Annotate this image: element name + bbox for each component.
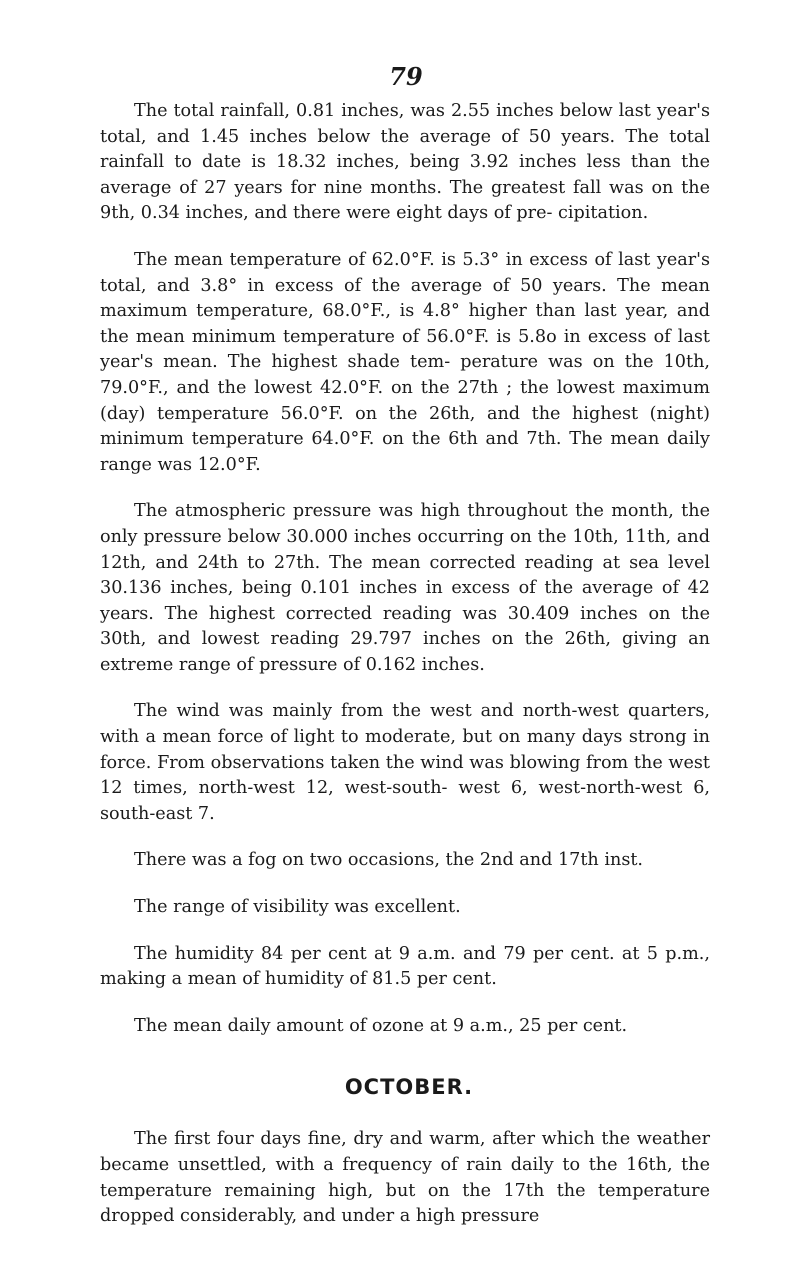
page-number: 79 <box>389 62 423 91</box>
paragraph-humidity: The humidity 84 per cent at 9 a.m. and 79 per cent. at 5 p.m., making a mean of humidity of 81.5 per cent. <box>100 943 710 990</box>
paragraph-wind: The wind was mainly from the west and north-west quarters, with a mean force of light to moderate, but on many days strong in force. From observations taken the wind was blowing from the west 12 times, north-west 12, west-south- west 6, west-north-west 6, south-east 7. <box>100 701 710 824</box>
paragraph-rainfall: The total rainfall, 0.81 inches, was 2.55 inches below last year's total, and 1.45 inches below the average of 50 years. The total rainfall to date is 18.32 inches, being 3.92 inches less than the average of 27 years for nine months. The greatest fall was on the 9th, 0.34 inches, and there were eight days of pre- cipitation. <box>100 101 710 224</box>
section-heading-october: OCTOBER. <box>344 1075 474 1100</box>
paragraph-ozone: The mean daily amount of ozone at 9 a.m., 25 per cent. <box>134 1015 628 1036</box>
paragraph-fog: There was a fog on two occasions, the 2nd and 17th inst. <box>134 850 644 871</box>
paragraph-october-intro: The first four days fine, dry and warm, after which the weather became unsettled, with a frequency of rain daily to the 16th, the temperature remaining high, but on the 17th the temperature dropped considerably, and under a high pressure <box>100 1129 710 1227</box>
paragraph-visibility: The range of visibility was excellent. <box>134 897 461 918</box>
paragraph-temperature: The mean temperature of 62.0°F. is 5.3° in excess of last year's total, and 3.8° in excess of the average of 50 years. The mean maximum temperature, 68.0°F., is 4.8° higher than last year, and the mean minimum temperature of 56.0°F. is 5.8o in excess of last year's mean. The highest shade tem- perature was on the 10th, 79.0°F., and the lowest 42.0°F. on the 27th ; the lowest maximum (day) temperature 56.0°F. on the 26th, and the highest (night) minimum temperature 64.0°F. on the 6th and 7th. The mean daily range was 12.0°F. <box>100 249 710 475</box>
body-text <box>100 99 710 1251</box>
paragraph-pressure: The atmospheric pressure was high throughout the month, the only pressure below 30.000 inches occurring on the 10th, 11th, and 12th, and 24th to 27th. The mean corrected reading at sea level 30.136 inches, being 0.101 inches in excess of the average of 42 years. The highest corrected reading was 30.409 inches on the 30th, and lowest reading 29.797 inches on the 26th, giving an extreme range of pressure of 0.162 inches. <box>100 501 710 675</box>
